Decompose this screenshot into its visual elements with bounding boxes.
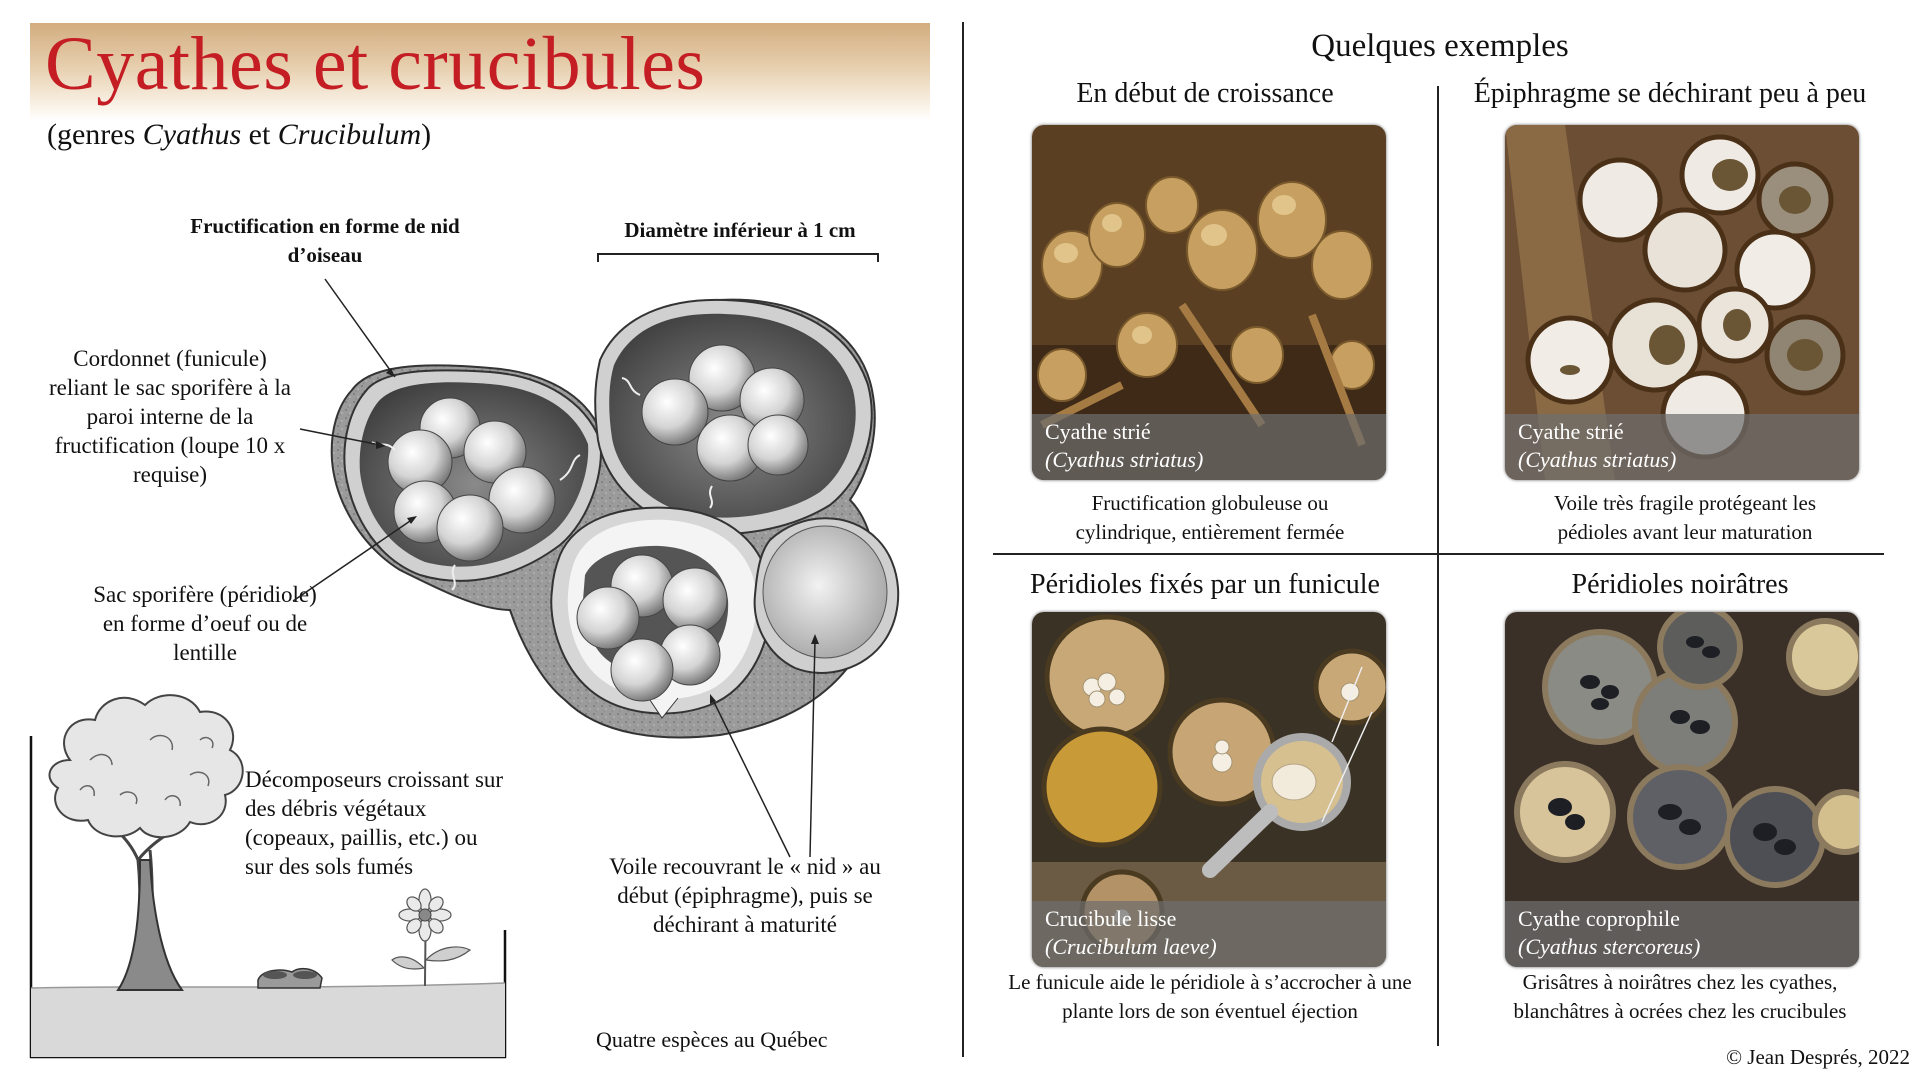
example-caption-3: Le funicule aide le péridiole à s’accrocher à une plante lors de son éventuel éjection bbox=[1008, 970, 1412, 1023]
main-divider bbox=[962, 22, 964, 1057]
common-name: Crucibule lisse bbox=[1045, 906, 1177, 931]
example-caption-4: Grisâtres à noirâtres chez les cyathes, blanchâtres à ocrées chez les crucibules bbox=[1513, 970, 1847, 1023]
example-photo-2 bbox=[1505, 125, 1859, 480]
photo-label-1 bbox=[1032, 414, 1386, 480]
example-title-1: En début de croissance bbox=[1076, 78, 1334, 109]
label-funicle: Cordonnet (funicule) reliant le sac sporifère à la paroi interne de la fructification (loupe 10 x requise) bbox=[48, 346, 291, 487]
label-veil: Voile recouvrant le « nid » au début (épiphragme), puis se déchirant à maturité bbox=[609, 854, 881, 937]
label-nest: Fructification en forme de nid d’oiseau bbox=[190, 214, 460, 267]
example-photo-1 bbox=[1032, 125, 1386, 480]
scientific-name: (Cyathus stercoreus) bbox=[1518, 934, 1701, 959]
example-caption-1: Fructification globuleuse ou cylindrique, entièrement fermée bbox=[1075, 491, 1345, 544]
examples-vertical-divider bbox=[1437, 86, 1439, 1046]
example-caption-2: Voile très fragile protégeant les pédioles avant leur maturation bbox=[1553, 491, 1817, 544]
scientific-name: (Cyathus striatus) bbox=[1045, 447, 1204, 472]
page-subtitle: (genres Cyathus et Crucibulum) bbox=[47, 118, 432, 151]
label-diameter: Diamètre inférieur à 1 cm bbox=[624, 218, 856, 242]
photo-label-2 bbox=[1505, 414, 1859, 480]
copyright-notice: © Jean Després, 2022 bbox=[1726, 1045, 1910, 1069]
example-title-2: Épiphragme se déchirant peu à peu bbox=[1473, 78, 1867, 109]
example-photo-3 bbox=[1032, 612, 1386, 967]
common-name: Cyathe coprophile bbox=[1518, 906, 1680, 931]
common-name: Cyathe strié bbox=[1045, 419, 1151, 444]
common-name: Cyathe strié bbox=[1518, 419, 1624, 444]
scientific-name: (Cyathus striatus) bbox=[1518, 447, 1677, 472]
photo-label-3 bbox=[1032, 901, 1386, 967]
examples-horizontal-divider bbox=[993, 553, 1884, 555]
photo-label-4 bbox=[1505, 901, 1859, 967]
page-title: Cyathes et crucibules bbox=[45, 22, 706, 106]
label-decomposers: Décomposeurs croissant sur des débris végétaux (copeaux, paillis, etc.) ou sur des sols fumés bbox=[245, 767, 504, 879]
example-title-4: Péridioles noirâtres bbox=[1571, 569, 1789, 600]
example-title-3: Péridioles fixés par un funicule bbox=[1030, 569, 1380, 600]
scientific-name: (Crucibulum laeve) bbox=[1045, 934, 1217, 959]
label-species-count: Quatre espèces au Québec bbox=[596, 1027, 828, 1052]
example-photo-4 bbox=[1505, 612, 1859, 967]
label-peridiole: Sac sporifère (péridiole) en forme d’oeuf ou de lentille bbox=[93, 582, 317, 665]
examples-heading: Quelques exemples bbox=[1311, 28, 1569, 64]
